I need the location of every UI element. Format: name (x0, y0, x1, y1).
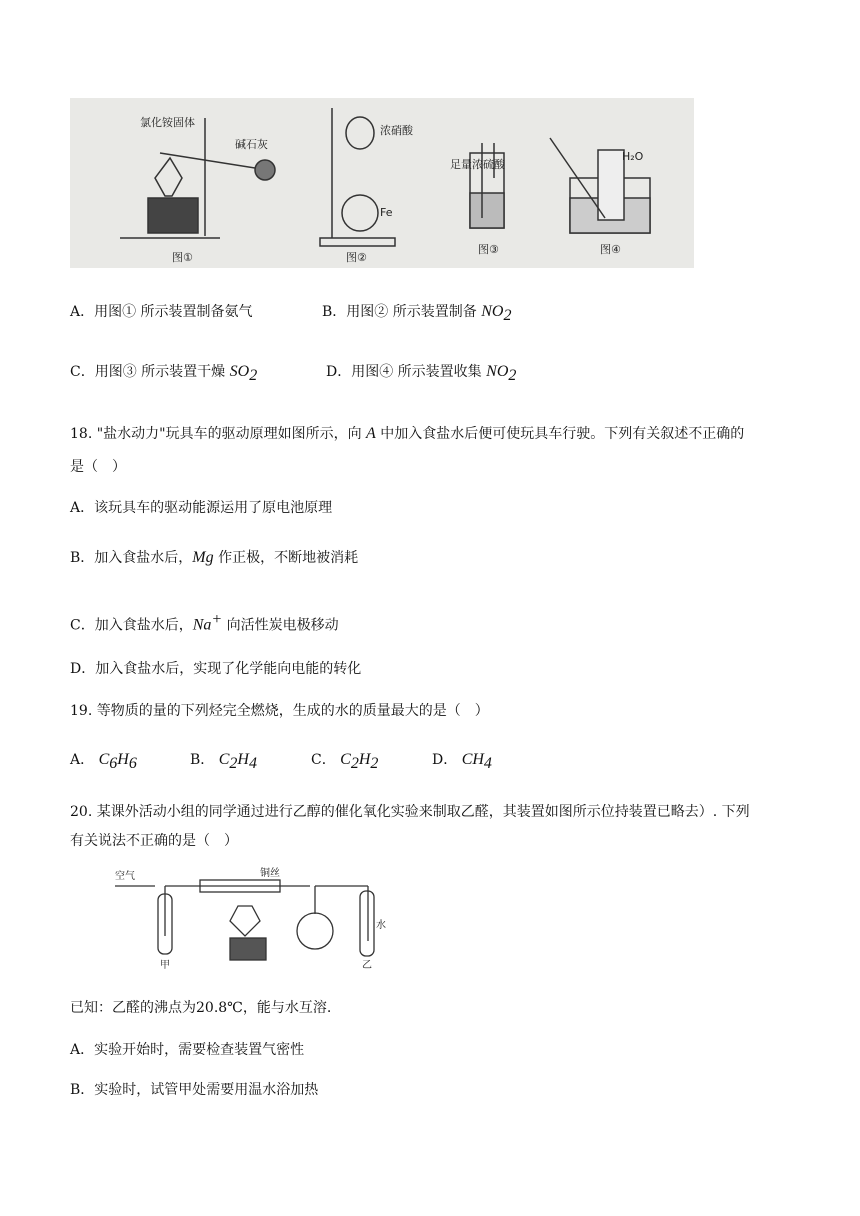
q19-option-b: B． $C_2H_4$ (190, 751, 257, 772)
q19-stem: 19. 等物质的量的下列烃完全燃烧，生成的水的质量最大的是（ ） (70, 703, 489, 719)
q17-option-c: C．用图③ 所示装置干燥 $SO_2$ (70, 363, 258, 384)
label-water: 水 (376, 920, 386, 931)
q18-stem-line2: 是（ ） (70, 459, 126, 475)
q17-option-a: A．用图① 所示装置制备氨气 (70, 304, 253, 320)
label-conc-nitric: 浓硝酸 (380, 124, 413, 137)
q18-option-c: C．加入食盐水后，Na+ 向活性炭电极移动 (70, 611, 339, 634)
label-air: 空气 (115, 871, 135, 882)
q18-stem: 18. "盐水动力"玩具车的驱动原理如图所示，向 A 中加入食盐水后便可使玩具车行驶。下列有关叙述不正确的 (70, 425, 745, 442)
label-fe: Fe (380, 206, 393, 219)
q17-option-d: D．用图④ 所示装置收集 $NO_2$ (326, 363, 517, 384)
q20-option-b: B．实验时，试管甲处需要用温水浴加热 (70, 1082, 319, 1098)
q18-option-b: B．加入食盐水后，Mg 作正极，不断地被消耗 (70, 549, 359, 566)
q20-stem: 20. 某课外活动小组的同学通过进行乙醇的催化氧化实验来制取乙醛，其装置如图所示位持装置已略去）. 下列 (70, 804, 750, 820)
label-copper-wire: 铜丝 (260, 868, 280, 879)
label-tube-jia: 甲 (160, 960, 170, 971)
q20-stem-line2: 有关说法不正确的是（ ） (70, 833, 238, 849)
q19-option-c: C． $C_2H_2$ (311, 751, 379, 772)
q19-option-d: D． $CH_4$ (432, 751, 492, 772)
label-h2o: H₂O (622, 150, 644, 163)
caption-fig2: 图② (346, 251, 367, 264)
label-soda-lime: 碱石灰 (235, 138, 268, 151)
caption-fig3: 图③ (478, 243, 499, 256)
q18-option-d: D．加入食盐水后，实现了化学能向电能的转化 (70, 661, 362, 677)
caption-fig4: 图④ (600, 243, 621, 256)
label-tube-yi: 乙 (362, 960, 372, 971)
q20-option-a: A．实验开始时，需要检查装置气密性 (70, 1042, 305, 1058)
apparatus-figure-2 (110, 866, 410, 976)
q20-known-info: 已知：乙醛的沸点为20.8℃，能与水互溶. (70, 1000, 332, 1016)
q17-option-b: B．用图② 所示装置制备 $NO_2$ (322, 303, 512, 324)
caption-fig1: 图① (172, 251, 193, 264)
q19-option-a: A． $C_6H_6$ (70, 751, 137, 772)
label-conc-sulfuric: 足量浓硫酸 (450, 158, 505, 171)
q18-option-a: A．该玩具车的驱动能源运用了原电池原理 (70, 500, 333, 516)
label-ammonium-chloride: 氯化铵固体 (140, 116, 195, 129)
apparatus-figure-1 (70, 98, 694, 268)
